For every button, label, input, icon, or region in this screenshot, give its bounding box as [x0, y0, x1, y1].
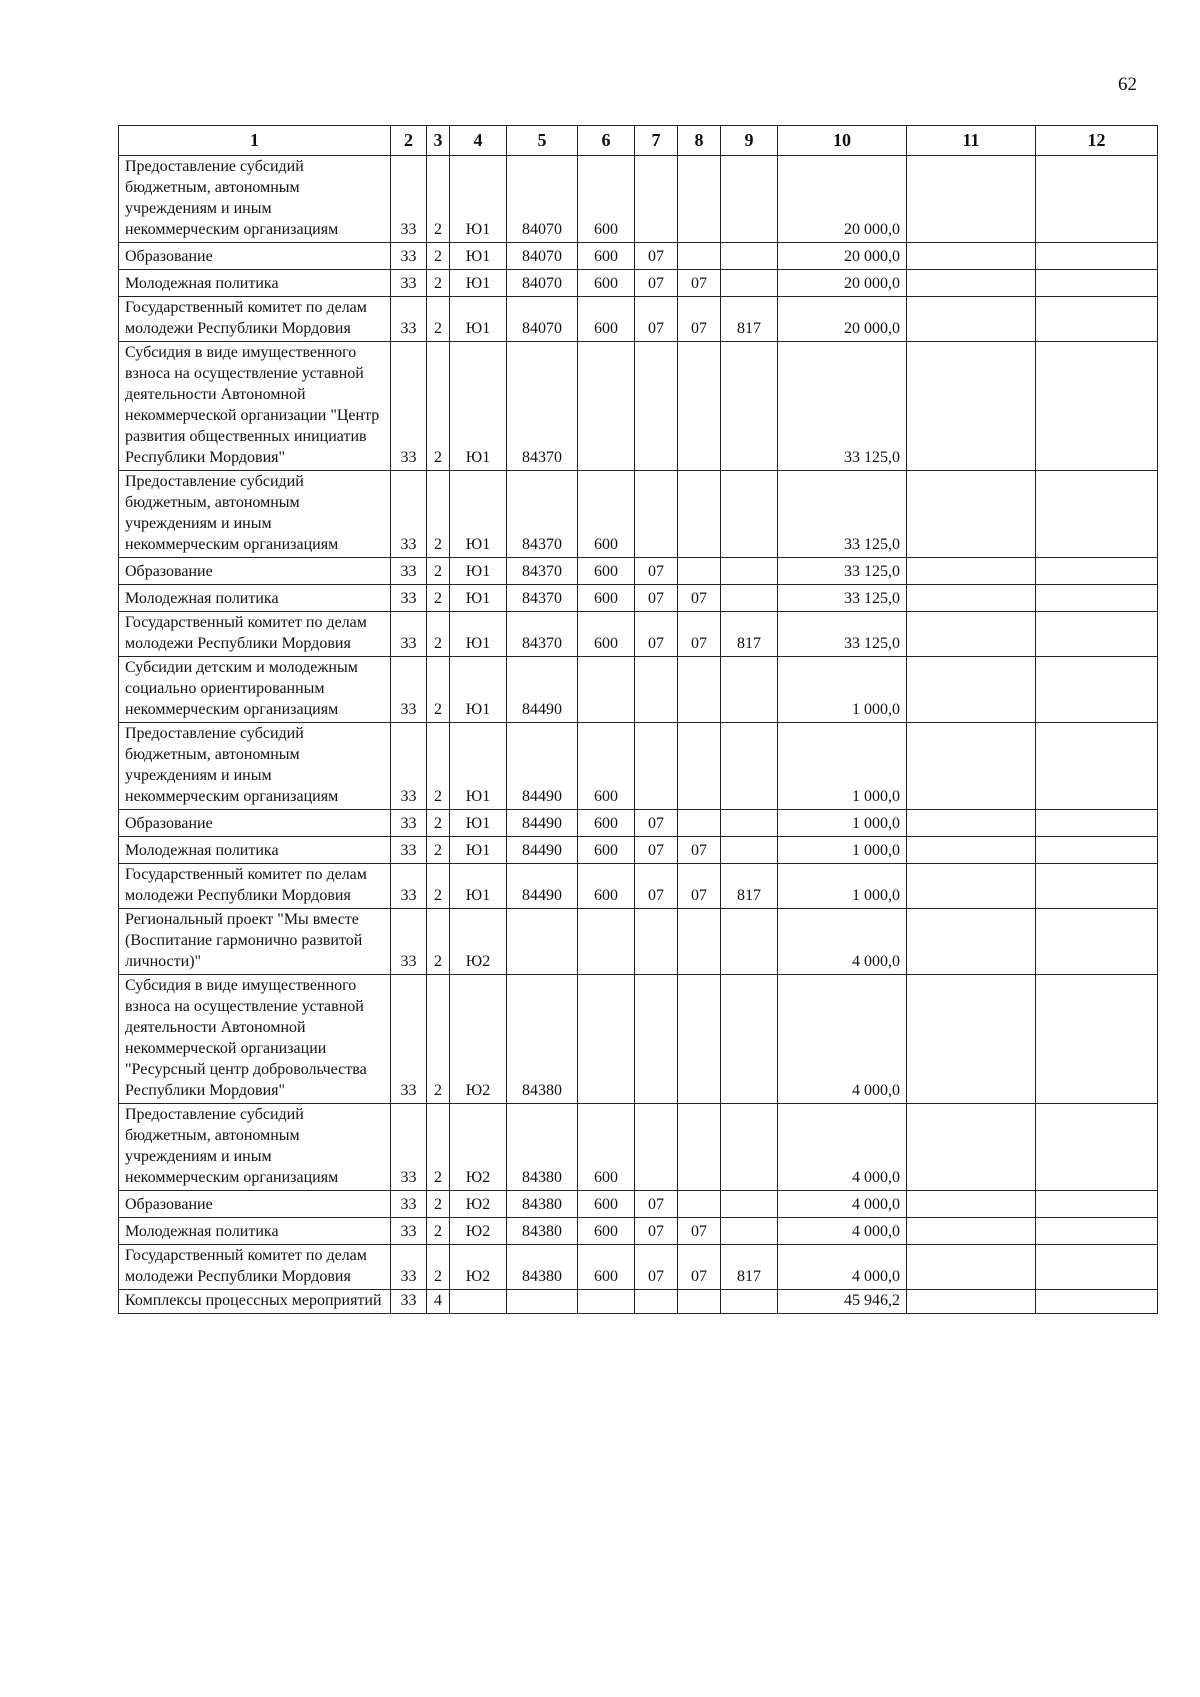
code-cell-7: [635, 342, 678, 471]
amount-cell-12: [1036, 657, 1158, 723]
code-cell-4: Ю1: [450, 585, 507, 612]
code-cell-7: 07: [635, 837, 678, 864]
code-cell-8: [678, 243, 721, 270]
amount-cell-12: [1036, 471, 1158, 558]
code-cell-9: 817: [721, 1245, 778, 1290]
code-cell-2: 33: [391, 1191, 427, 1218]
code-cell-5: 84490: [507, 723, 578, 810]
amount-cell: 1 000,0: [778, 810, 907, 837]
code-cell-4: [450, 1290, 507, 1314]
amount-cell-12: [1036, 975, 1158, 1104]
column-header-8: 8: [678, 126, 721, 156]
code-cell-7: 07: [635, 585, 678, 612]
amount-cell-12: [1036, 156, 1158, 243]
code-cell-9: [721, 342, 778, 471]
code-cell-9: [721, 909, 778, 975]
code-cell-9: [721, 243, 778, 270]
code-cell-5: 84380: [507, 1218, 578, 1245]
code-cell-8: 07: [678, 297, 721, 342]
row-name: Комплексы процессных мероприятий: [119, 1290, 391, 1314]
table-row: [119, 1104, 1158, 1191]
code-cell-8: 07: [678, 1218, 721, 1245]
row-name: Государственный комитет по делам молодежи Республики Мордовия: [119, 297, 391, 342]
row-name: Субсидия в виде имущественного взноса на осуществление уставной деятельности Автономной некоммерческой организации "Центр развития общественных инициатив Республики Мордовия": [119, 342, 391, 471]
column-header-11: 11: [907, 126, 1036, 156]
column-header-5: 5: [507, 126, 578, 156]
row-name: Региональный проект "Мы вместе (Воспитание гармонично развитой личности)": [119, 909, 391, 975]
code-cell-8: [678, 1104, 721, 1191]
code-cell-7: [635, 975, 678, 1104]
amount-cell-12: [1036, 1218, 1158, 1245]
table-row: [119, 585, 1158, 612]
amount-cell-11: [907, 864, 1036, 909]
amount-cell-11: [907, 270, 1036, 297]
amount-cell-11: [907, 612, 1036, 657]
code-cell-4: Ю1: [450, 270, 507, 297]
code-cell-8: 07: [678, 612, 721, 657]
code-cell-6: 600: [578, 723, 635, 810]
code-cell-7: [635, 471, 678, 558]
code-cell-3: 2: [427, 558, 450, 585]
code-cell-4: Ю1: [450, 612, 507, 657]
amount-cell-12: [1036, 909, 1158, 975]
code-cell-7: [635, 1290, 678, 1314]
code-cell-3: 2: [427, 1245, 450, 1290]
code-cell-9: [721, 558, 778, 585]
amount-cell: 4 000,0: [778, 1104, 907, 1191]
row-name: Молодежная политика: [119, 1218, 391, 1245]
table-row: [119, 342, 1158, 471]
code-cell-6: 600: [578, 864, 635, 909]
code-cell-8: 07: [678, 864, 721, 909]
code-cell-6: [578, 1290, 635, 1314]
code-cell-3: 2: [427, 723, 450, 810]
code-cell-4: Ю2: [450, 975, 507, 1104]
code-cell-4: Ю2: [450, 1104, 507, 1191]
code-cell-2: 33: [391, 1218, 427, 1245]
code-cell-3: 2: [427, 297, 450, 342]
amount-cell: 20 000,0: [778, 156, 907, 243]
code-cell-3: 2: [427, 270, 450, 297]
amount-cell-12: [1036, 585, 1158, 612]
code-cell-7: [635, 723, 678, 810]
code-cell-6: 600: [578, 612, 635, 657]
code-cell-4: Ю2: [450, 1191, 507, 1218]
amount-cell-12: [1036, 1290, 1158, 1314]
code-cell-5: 84070: [507, 297, 578, 342]
code-cell-3: 2: [427, 975, 450, 1104]
column-header-12: 12: [1036, 126, 1158, 156]
amount-cell-11: [907, 1245, 1036, 1290]
code-cell-7: 07: [635, 270, 678, 297]
amount-cell-11: [907, 1104, 1036, 1191]
code-cell-8: 07: [678, 837, 721, 864]
code-cell-5: 84070: [507, 243, 578, 270]
table-row: [119, 471, 1158, 558]
code-cell-2: 33: [391, 975, 427, 1104]
code-cell-2: 33: [391, 156, 427, 243]
row-name: Государственный комитет по делам молодежи Республики Мордовия: [119, 1245, 391, 1290]
code-cell-4: Ю1: [450, 156, 507, 243]
table-row: [119, 975, 1158, 1104]
code-cell-5: 84380: [507, 1245, 578, 1290]
code-cell-6: 600: [578, 1218, 635, 1245]
code-cell-7: 07: [635, 810, 678, 837]
header-row: [119, 126, 1158, 156]
amount-cell-12: [1036, 243, 1158, 270]
amount-cell: 1 000,0: [778, 837, 907, 864]
code-cell-8: [678, 558, 721, 585]
row-name: Субсидии детским и молодежным социально ориентированным некоммерческим организациям: [119, 657, 391, 723]
code-cell-6: 600: [578, 156, 635, 243]
code-cell-7: [635, 909, 678, 975]
code-cell-2: 33: [391, 471, 427, 558]
amount-cell: 33 125,0: [778, 612, 907, 657]
code-cell-9: [721, 975, 778, 1104]
amount-cell: 33 125,0: [778, 585, 907, 612]
amount-cell-11: [907, 810, 1036, 837]
code-cell-8: [678, 975, 721, 1104]
code-cell-8: [678, 1290, 721, 1314]
amount-cell-11: [907, 1218, 1036, 1245]
amount-cell-11: [907, 975, 1036, 1104]
amount-cell-12: [1036, 837, 1158, 864]
code-cell-4: Ю1: [450, 243, 507, 270]
code-cell-4: Ю1: [450, 810, 507, 837]
code-cell-2: 33: [391, 810, 427, 837]
code-cell-6: 600: [578, 1245, 635, 1290]
code-cell-8: 07: [678, 270, 721, 297]
code-cell-6: [578, 975, 635, 1104]
code-cell-5: 84490: [507, 864, 578, 909]
code-cell-8: [678, 657, 721, 723]
code-cell-7: 07: [635, 558, 678, 585]
column-header-7: 7: [635, 126, 678, 156]
code-cell-5: [507, 909, 578, 975]
code-cell-4: Ю2: [450, 1218, 507, 1245]
code-cell-9: 817: [721, 612, 778, 657]
code-cell-2: 33: [391, 723, 427, 810]
row-name: Образование: [119, 810, 391, 837]
code-cell-6: [578, 909, 635, 975]
code-cell-6: 600: [578, 471, 635, 558]
code-cell-9: [721, 1104, 778, 1191]
code-cell-8: 07: [678, 585, 721, 612]
amount-cell-11: [907, 657, 1036, 723]
table-row: [119, 723, 1158, 810]
code-cell-2: 33: [391, 558, 427, 585]
code-cell-7: 07: [635, 1245, 678, 1290]
code-cell-4: Ю1: [450, 837, 507, 864]
code-cell-9: [721, 585, 778, 612]
table-row: [119, 1290, 1158, 1314]
row-name: Образование: [119, 243, 391, 270]
code-cell-2: 33: [391, 909, 427, 975]
code-cell-3: 2: [427, 657, 450, 723]
code-cell-7: 07: [635, 297, 678, 342]
code-cell-3: 2: [427, 585, 450, 612]
code-cell-2: 33: [391, 342, 427, 471]
code-cell-9: 817: [721, 297, 778, 342]
code-cell-6: 600: [578, 810, 635, 837]
code-cell-6: 600: [578, 243, 635, 270]
amount-cell-11: [907, 1191, 1036, 1218]
amount-cell-11: [907, 1290, 1036, 1314]
amount-cell: 20 000,0: [778, 243, 907, 270]
amount-cell: 33 125,0: [778, 342, 907, 471]
amount-cell-12: [1036, 1191, 1158, 1218]
code-cell-6: 600: [578, 585, 635, 612]
amount-cell: 4 000,0: [778, 909, 907, 975]
code-cell-7: [635, 1104, 678, 1191]
code-cell-5: 84070: [507, 156, 578, 243]
code-cell-3: 2: [427, 837, 450, 864]
amount-cell-12: [1036, 1245, 1158, 1290]
code-cell-2: 33: [391, 1104, 427, 1191]
amount-cell: 4 000,0: [778, 1245, 907, 1290]
code-cell-8: [678, 471, 721, 558]
code-cell-3: 2: [427, 909, 450, 975]
table-row: [119, 558, 1158, 585]
amount-cell-11: [907, 243, 1036, 270]
code-cell-6: 600: [578, 837, 635, 864]
row-name: Молодежная политика: [119, 585, 391, 612]
table-row: [119, 1245, 1158, 1290]
code-cell-9: [721, 723, 778, 810]
amount-cell-11: [907, 471, 1036, 558]
code-cell-5: 84370: [507, 342, 578, 471]
code-cell-5: 84490: [507, 810, 578, 837]
amount-cell: 4 000,0: [778, 975, 907, 1104]
code-cell-2: 33: [391, 297, 427, 342]
amount-cell-12: [1036, 810, 1158, 837]
code-cell-4: Ю1: [450, 297, 507, 342]
code-cell-2: 33: [391, 243, 427, 270]
code-cell-5: 84380: [507, 975, 578, 1104]
amount-cell: 4 000,0: [778, 1218, 907, 1245]
amount-cell-11: [907, 297, 1036, 342]
code-cell-3: 4: [427, 1290, 450, 1314]
table-body: [119, 156, 1158, 1314]
budget-table: [118, 125, 1158, 1314]
code-cell-9: [721, 657, 778, 723]
row-name: Предоставление субсидий бюджетным, автономным учреждениям и иным некоммерческим организациям: [119, 156, 391, 243]
code-cell-3: 2: [427, 342, 450, 471]
code-cell-6: [578, 342, 635, 471]
table-row: [119, 1218, 1158, 1245]
code-cell-2: 33: [391, 864, 427, 909]
amount-cell-12: [1036, 1104, 1158, 1191]
code-cell-7: 07: [635, 864, 678, 909]
code-cell-2: 33: [391, 1290, 427, 1314]
code-cell-2: 33: [391, 657, 427, 723]
code-cell-9: [721, 1191, 778, 1218]
table-row: [119, 864, 1158, 909]
table-row: [119, 909, 1158, 975]
code-cell-2: 33: [391, 612, 427, 657]
code-cell-2: 33: [391, 1245, 427, 1290]
amount-cell-12: [1036, 723, 1158, 810]
column-header-1: 1: [119, 126, 391, 156]
amount-cell: 1 000,0: [778, 657, 907, 723]
row-name: Образование: [119, 1191, 391, 1218]
row-name: Предоставление субсидий бюджетным, автономным учреждениям и иным некоммерческим организациям: [119, 471, 391, 558]
column-header-3: 3: [427, 126, 450, 156]
code-cell-9: [721, 1218, 778, 1245]
code-cell-9: [721, 837, 778, 864]
code-cell-8: [678, 909, 721, 975]
table-row: [119, 837, 1158, 864]
code-cell-5: 84070: [507, 270, 578, 297]
amount-cell-11: [907, 558, 1036, 585]
code-cell-3: 2: [427, 1104, 450, 1191]
code-cell-2: 33: [391, 585, 427, 612]
amount-cell-12: [1036, 270, 1158, 297]
table-row: [119, 612, 1158, 657]
amount-cell-11: [907, 723, 1036, 810]
table-row: [119, 657, 1158, 723]
code-cell-6: 600: [578, 1104, 635, 1191]
code-cell-5: 84370: [507, 585, 578, 612]
amount-cell: 20 000,0: [778, 297, 907, 342]
code-cell-8: [678, 723, 721, 810]
code-cell-5: 84380: [507, 1104, 578, 1191]
code-cell-4: Ю1: [450, 864, 507, 909]
amount-cell-11: [907, 837, 1036, 864]
amount-cell: 45 946,2: [778, 1290, 907, 1314]
code-cell-7: 07: [635, 1218, 678, 1245]
code-cell-4: Ю1: [450, 342, 507, 471]
amount-cell-12: [1036, 342, 1158, 471]
code-cell-5: 84380: [507, 1191, 578, 1218]
code-cell-6: 600: [578, 270, 635, 297]
code-cell-8: [678, 342, 721, 471]
page-number: 62: [1118, 74, 1137, 95]
code-cell-5: 84370: [507, 612, 578, 657]
table-row: [119, 270, 1158, 297]
code-cell-5: 84370: [507, 558, 578, 585]
amount-cell-11: [907, 585, 1036, 612]
amount-cell: 1 000,0: [778, 723, 907, 810]
row-name: Государственный комитет по делам молодежи Республики Мордовия: [119, 864, 391, 909]
amount-cell-11: [907, 156, 1036, 243]
row-name: Предоставление субсидий бюджетным, автономным учреждениям и иным некоммерческим организациям: [119, 1104, 391, 1191]
code-cell-8: [678, 156, 721, 243]
code-cell-8: [678, 1191, 721, 1218]
column-header-2: 2: [391, 126, 427, 156]
code-cell-3: 2: [427, 612, 450, 657]
code-cell-4: Ю1: [450, 723, 507, 810]
amount-cell: 20 000,0: [778, 270, 907, 297]
code-cell-9: 817: [721, 864, 778, 909]
code-cell-5: 84490: [507, 657, 578, 723]
table-row: [119, 1191, 1158, 1218]
column-header-10: 10: [778, 126, 907, 156]
column-header-4: 4: [450, 126, 507, 156]
code-cell-8: 07: [678, 1245, 721, 1290]
amount-cell-12: [1036, 864, 1158, 909]
code-cell-4: Ю2: [450, 1245, 507, 1290]
code-cell-9: [721, 471, 778, 558]
amount-cell-12: [1036, 558, 1158, 585]
code-cell-5: [507, 1290, 578, 1314]
code-cell-3: 2: [427, 810, 450, 837]
amount-cell: 4 000,0: [778, 1191, 907, 1218]
code-cell-9: [721, 810, 778, 837]
code-cell-3: 2: [427, 864, 450, 909]
code-cell-7: 07: [635, 1191, 678, 1218]
code-cell-6: [578, 657, 635, 723]
code-cell-4: Ю1: [450, 657, 507, 723]
amount-cell: 1 000,0: [778, 864, 907, 909]
amount-cell-12: [1036, 297, 1158, 342]
code-cell-9: [721, 270, 778, 297]
table-row: [119, 297, 1158, 342]
code-cell-5: 84370: [507, 471, 578, 558]
code-cell-6: 600: [578, 297, 635, 342]
row-name: Молодежная политика: [119, 270, 391, 297]
code-cell-7: [635, 156, 678, 243]
code-cell-4: Ю2: [450, 909, 507, 975]
table-row: [119, 243, 1158, 270]
row-name: Образование: [119, 558, 391, 585]
code-cell-7: [635, 657, 678, 723]
code-cell-6: 600: [578, 558, 635, 585]
code-cell-7: 07: [635, 243, 678, 270]
code-cell-4: Ю1: [450, 471, 507, 558]
code-cell-2: 33: [391, 837, 427, 864]
table-row: [119, 810, 1158, 837]
code-cell-3: 2: [427, 243, 450, 270]
amount-cell-11: [907, 909, 1036, 975]
code-cell-8: [678, 810, 721, 837]
code-cell-4: Ю1: [450, 558, 507, 585]
table-row: [119, 156, 1158, 243]
code-cell-3: 2: [427, 1191, 450, 1218]
row-name: Государственный комитет по делам молодежи Республики Мордовия: [119, 612, 391, 657]
code-cell-2: 33: [391, 270, 427, 297]
code-cell-7: 07: [635, 612, 678, 657]
code-cell-5: 84490: [507, 837, 578, 864]
column-header-9: 9: [721, 126, 778, 156]
amount-cell: 33 125,0: [778, 471, 907, 558]
code-cell-3: 2: [427, 156, 450, 243]
column-header-6: 6: [578, 126, 635, 156]
code-cell-3: 2: [427, 1218, 450, 1245]
code-cell-3: 2: [427, 471, 450, 558]
row-name: Молодежная политика: [119, 837, 391, 864]
code-cell-9: [721, 156, 778, 243]
code-cell-9: [721, 1290, 778, 1314]
amount-cell: 33 125,0: [778, 558, 907, 585]
amount-cell-11: [907, 342, 1036, 471]
row-name: Субсидия в виде имущественного взноса на осуществление уставной деятельности Автономной некоммерческой организации "Ресурсный центр добровольчества Республики Мордовия": [119, 975, 391, 1104]
row-name: Предоставление субсидий бюджетным, автономным учреждениям и иным некоммерческим организациям: [119, 723, 391, 810]
amount-cell-12: [1036, 612, 1158, 657]
code-cell-6: 600: [578, 1191, 635, 1218]
